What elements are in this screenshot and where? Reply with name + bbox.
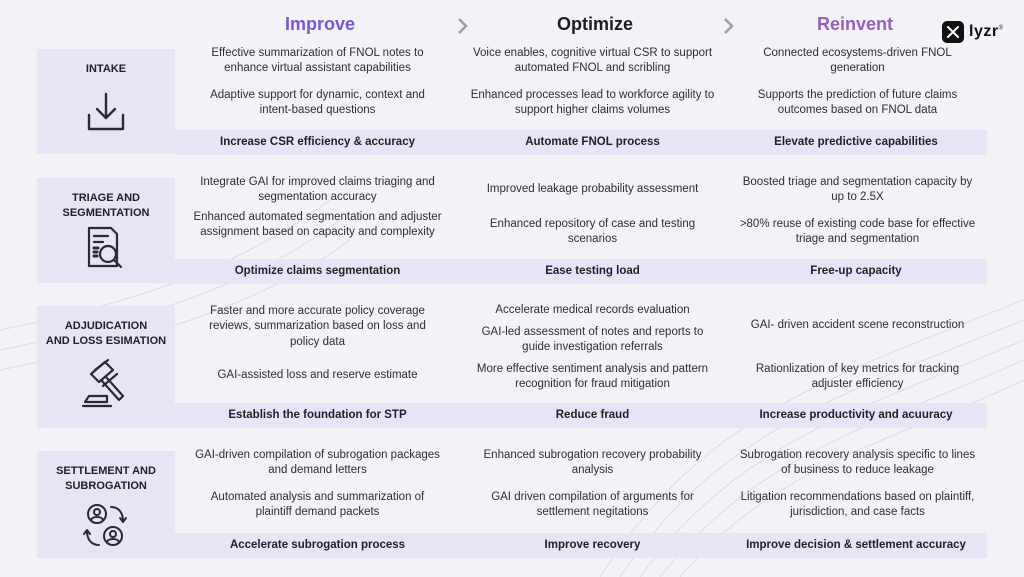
cell-settlement-reinvent-1: Subrogation recovery analysis specific to lines of business to reduce leakage bbox=[739, 448, 976, 476]
summary-optimize: Reduce fraud bbox=[555, 409, 630, 421]
download-tray-icon bbox=[81, 87, 131, 137]
cell-adjudication-reinvent-3: Rationlization of key metrics for tracking adjuster efficiency bbox=[755, 362, 960, 390]
cell-settlement-improve-1: GAI-driven compilation of subrogation packages and demand letters bbox=[195, 448, 440, 476]
chevron-right-icon bbox=[722, 16, 736, 36]
cell-adjudication-reinvent-1: GAI- driven accident scene reconstruction bbox=[750, 319, 965, 332]
gavel-icon bbox=[81, 358, 131, 408]
summary-reinvent: Increase productivity and acuuracy bbox=[759, 409, 953, 421]
lyzr-logo bbox=[942, 21, 1004, 43]
brand-name: lyzr® bbox=[969, 23, 1004, 40]
cell-settlement-reinvent-2: Litigation recommendations based on plaintiff, jurisdiction, and case facts bbox=[740, 490, 975, 518]
summary-improve: Accelerate subrogation process bbox=[229, 539, 406, 551]
stage-label-settlement bbox=[37, 451, 175, 558]
stage-title: AND LOSS ESIMATION bbox=[45, 335, 167, 347]
cell-triage-improve-2: Enhanced automated segmentation and adjuster assignment based on capacity and complexity bbox=[193, 210, 442, 238]
stage-title: TRIAGE AND bbox=[71, 192, 141, 204]
cell-settlement-optimize-1: Enhanced subrogation recovery probability analysis bbox=[483, 448, 702, 476]
cell-triage-reinvent-2: >80% reuse of existing code base for effective triage and segmentation bbox=[739, 217, 976, 245]
stage-title: ADJUDICATION bbox=[64, 320, 148, 332]
summary-bar-triage bbox=[175, 259, 987, 284]
summary-bar-intake bbox=[175, 130, 987, 155]
stage-title: SUBROGATION bbox=[65, 480, 147, 492]
cell-intake-optimize-2: Enhanced processes lead to workforce agility to support higher claims volumes bbox=[470, 88, 715, 116]
summary-optimize: Improve recovery bbox=[544, 539, 641, 551]
summary-optimize: Automate FNOL process bbox=[525, 136, 660, 148]
stage-label-triage bbox=[37, 178, 175, 283]
cell-intake-improve-1: Effective summarization of FNOL notes to enhance virtual assistant capabilities bbox=[211, 46, 424, 74]
summary-reinvent: Elevate predictive capabilities bbox=[774, 136, 938, 148]
stage-label-intake bbox=[37, 49, 175, 154]
summary-bar-adjudication bbox=[175, 403, 987, 428]
summary-improve: Establish the foundation for STP bbox=[228, 409, 407, 421]
cell-triage-reinvent-1: Boosted triage and segmentation capacity by up to 2.5X bbox=[742, 175, 973, 203]
document-search-icon bbox=[81, 224, 131, 274]
summary-reinvent: Improve decision & settlement accuracy bbox=[746, 539, 966, 551]
cell-adjudication-optimize-3: More effective sentiment analysis and pattern recognition for fraud mitigation bbox=[476, 362, 709, 390]
column-header-optimize: Optimize bbox=[556, 14, 633, 34]
summary-improve: Optimize claims segmentation bbox=[234, 265, 401, 277]
cell-intake-optimize-1: Voice enables, cognitive virtual CSR to support automated FNOL and scribling bbox=[472, 46, 713, 74]
cell-adjudication-improve-3: GAI-assisted loss and reserve estimate bbox=[217, 369, 418, 382]
summary-bar-settlement bbox=[175, 533, 987, 558]
cell-triage-optimize-1: Improved leakage probability assessment bbox=[486, 183, 699, 196]
cell-adjudication-optimize-2: GAI-led assessment of notes and reports to guide investigation referrals bbox=[481, 325, 704, 353]
cell-intake-reinvent-2: Supports the prediction of future claims outcomes based on FNOL data bbox=[757, 88, 958, 116]
summary-reinvent: Free-up capacity bbox=[810, 265, 902, 277]
cell-settlement-optimize-2: GAI driven compilation of arguments for settlement negitations bbox=[491, 490, 694, 518]
summary-improve: Increase CSR efficiency & accuracy bbox=[220, 136, 415, 148]
cell-adjudication-optimize-1: Accelerate medical records evaluation bbox=[495, 304, 690, 317]
cell-triage-optimize-2: Enhanced repository of case and testing scenarios bbox=[489, 217, 696, 245]
stage-label-adjudication bbox=[37, 306, 175, 428]
stage-title: SEGMENTATION bbox=[62, 207, 150, 219]
column-header-reinvent: Reinvent bbox=[816, 14, 894, 34]
people-exchange-icon bbox=[81, 501, 131, 551]
stage-title: INTAKE bbox=[85, 63, 127, 75]
cell-intake-improve-2: Adaptive support for dynamic, context and intent-based questions bbox=[210, 88, 425, 116]
cell-adjudication-improve-1: Faster and more accurate policy coverage reviews, summarization based on loss and policy data bbox=[209, 304, 426, 348]
lyzr-logo-icon bbox=[942, 21, 964, 43]
chevron-right-icon bbox=[456, 16, 470, 36]
cell-intake-reinvent-1: Connected ecosystems-driven FNOL generation bbox=[763, 46, 952, 74]
cell-triage-improve-1: Integrate GAI for improved claims triaging and segmentation accuracy bbox=[200, 175, 435, 203]
summary-optimize: Ease testing load bbox=[545, 265, 640, 277]
cell-settlement-improve-2: Automated analysis and summarization of plaintiff demand packets bbox=[210, 490, 425, 518]
stage-title: SETTLEMENT AND bbox=[56, 465, 156, 477]
column-header-improve: Improve bbox=[284, 14, 356, 34]
